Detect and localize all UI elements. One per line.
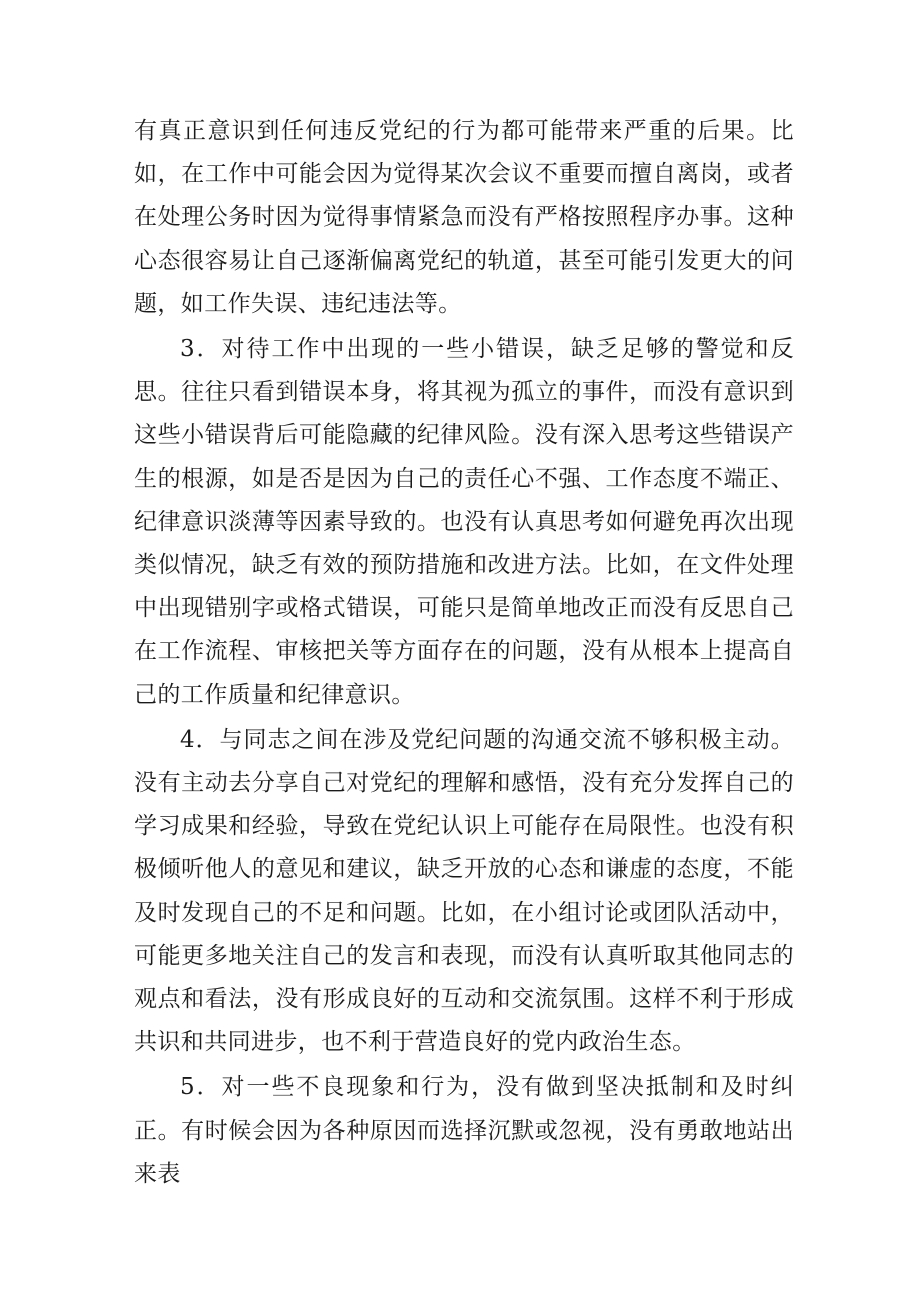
paragraph-continuation: 有真正意识到任何违反党纪的行为都可能带来严重的后果。比如，在工作中可能会因为觉得某次会议不重要而擅自离岗，或者在处理公务时因为觉得事情紧急而没有严格按照程序办事。这种心态很容易让自己逐渐偏离党纪的轨道，甚至可能引发更大的问题，如工作失误、违纪违法等。 xyxy=(134,118,794,317)
paragraph-item-4: 4．与同志之间在涉及党纪问题的沟通交流不够积极主动。没有主动去分享自己对党纪的理解和感悟，没有充分发挥自己的学习成果和经验，导致在党纪认识上可能存在局限性。也没有积极倾听他人的意见和建议，缺乏开放的心态和谦虚的态度，不能及时发现自己的不足和问题。比如，在小组讨论或团队活动中，可能更多地关注自己的发言和表现，而没有认真听取其他同志的观点和看法，没有形成良好的互动和交流氛围。这样不利于形成共识和共同进步，也不利于营造良好的党内政治生态。 xyxy=(134,726,794,1056)
paragraph-item-3: 3．对待工作中出现的一些小错误，缺乏足够的警觉和反思。往往只看到错误本身，将其视为孤立的事件，而没有意识到这些小错误背后可能隐藏的纪律风险。没有深入思考这些错误产生的根源，如是否是因为自己的责任心不强、工作态度不端正、纪律意识淡薄等因素导致的。也没有认真思考如何避免再次出现类似情况，缺乏有效的预防措施和改进方法。比如，在文件处理中出现错别字或格式错误，可能只是简单地改正而没有反思自己在工作流程、审核把关等方面存在的问题，没有从根本上提高自己的工作质量和纪律意识。 xyxy=(134,336,794,708)
paragraph-item-5: 5．对一些不良现象和行为，没有做到坚决抵制和及时纠正。有时候会因为各种原因而选择沉默或忽视，没有勇敢地站出来表 xyxy=(134,1074,794,1187)
document-body xyxy=(134,110,794,1198)
